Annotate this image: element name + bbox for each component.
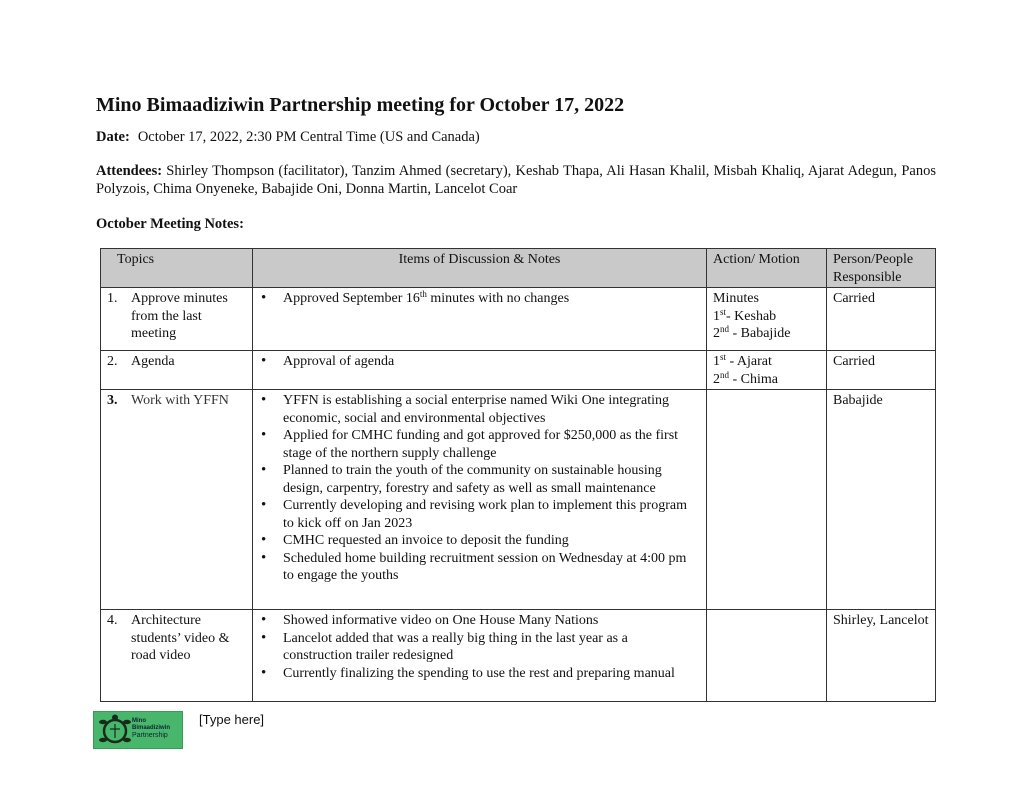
action-line (713, 325, 820, 343)
header-person: Person/People Responsible (827, 249, 936, 288)
person-cell: Shirley, Lancelot (827, 610, 936, 702)
list-item: • Applied for CMHC funding and got approved for $250,000 as the first stage of the northern supply challenge (259, 427, 700, 462)
ordinal-sup: st (720, 352, 727, 362)
logo-text (132, 718, 170, 739)
item-sup: th (419, 289, 427, 299)
action-line (713, 371, 820, 389)
ordinal-sup: st (720, 306, 727, 317)
person-cell: Babajide (827, 390, 936, 610)
topic-text: Work with YFFN (131, 393, 229, 408)
logo-text-line: Mino (132, 718, 146, 724)
date-label: Date: (96, 129, 130, 145)
meeting-date (96, 129, 480, 146)
list-item: • Currently developing and revising work plan to implement this program to kick off on Jan 2023 (259, 497, 700, 532)
person-cell: Carried (827, 351, 936, 390)
action-cell (707, 351, 827, 390)
action-line: Minutes (713, 291, 759, 306)
list-item: • Lancelot added that was a really big thing in the last year as a construction trailer redesigned (259, 630, 700, 665)
items-cell (253, 288, 707, 351)
attendees-label: Attendees: (96, 163, 163, 179)
ordinal-num: 2 (713, 371, 720, 387)
header-action: Action/ Motion (707, 249, 827, 288)
document-title: Mino Bimaadiziwin Partnership meeting for October 17, 2022 (96, 94, 625, 116)
list-item: • CMHC requested an invoice to deposit the funding (259, 532, 700, 550)
topic-number: 2. (107, 354, 118, 369)
action-cell (707, 288, 827, 351)
table-row (101, 390, 936, 610)
list-item (259, 290, 700, 308)
partnership-logo (93, 711, 183, 749)
header-topics (101, 249, 253, 288)
person-cell: Carried (827, 288, 936, 351)
footer-placeholder[interactable]: [Type here] (199, 712, 265, 727)
table-row (101, 351, 936, 390)
items-cell (253, 610, 707, 702)
seconder-name: - Babajide (729, 326, 791, 341)
topic-number: 4. (107, 613, 118, 628)
mover-name: - Ajarat (726, 354, 772, 369)
list-item: • Approval of agenda (259, 353, 700, 371)
list-item: • Scheduled home building recruitment session on Wednesday at 4:00 pm to engage the youths (259, 550, 700, 585)
table-header-row (101, 249, 936, 288)
logo-text-line: Bimaadiziwin (132, 725, 171, 731)
topic-cell (101, 610, 253, 702)
action-line (713, 353, 820, 371)
logo-text-line: Partnership (132, 732, 168, 739)
action-line (713, 308, 820, 326)
items-cell (253, 351, 707, 390)
table-row (101, 610, 936, 702)
action-cell (707, 390, 827, 610)
topic-cell (101, 351, 253, 390)
topic-number: 3. (107, 393, 118, 408)
header-topics-label: Topics (117, 252, 155, 267)
ordinal-num: 2 (713, 326, 720, 341)
list-item: • Planned to train the youth of the community on sustainable housing design, carpentry, forestry and safety as well as small maintenance (259, 462, 700, 497)
ordinal-sup: nd (720, 369, 729, 380)
header-items: Items of Discussion & Notes (253, 249, 707, 288)
list-item: • YFFN is establishing a social enterprise named Wiki One integrating economic, social and environmental objectives (259, 392, 700, 427)
item-text-end: minutes with no changes (426, 291, 570, 306)
date-value: October 17, 2022, 2:30 PM Central Time (US and Canada) (137, 129, 480, 145)
list-item: • Currently finalizing the spending to use the rest and preparing manual (259, 665, 700, 683)
action-cell (707, 610, 827, 702)
turtle-icon (98, 714, 132, 746)
topic-cell (101, 390, 253, 610)
footer (93, 711, 264, 749)
ordinal-sup: nd (720, 324, 729, 334)
topic-text: Agenda (131, 354, 175, 369)
topic-text: Architecture students’ video & road video (131, 613, 230, 663)
item-text: Approved September 16 (283, 291, 420, 306)
topic-text: Approve minutes from the last meeting (131, 291, 228, 341)
table-row (101, 288, 936, 351)
mover-name: - Keshab (726, 308, 777, 324)
notes-heading: October Meeting Notes: (96, 216, 244, 232)
topic-number: 1. (107, 291, 118, 306)
items-cell (253, 390, 707, 610)
seconder-name: - Chima (729, 371, 778, 387)
ordinal-num: 1 (713, 354, 720, 369)
list-item: • Showed informative video on One House Many Nations (259, 612, 700, 630)
topic-cell (101, 288, 253, 351)
ordinal-num: 1 (713, 308, 720, 324)
meeting-notes-table (100, 248, 936, 702)
attendees (96, 162, 936, 198)
attendees-value: Shirley Thompson (facilitator), Tanzim Ahmed (secretary), Keshab Thapa, Ali Hasan Khalil, Misbah Khaliq, Ajarat Adegun, Panos Polyzois, Chima Onyeneke, Babajide Oni, Donna Martin, Lancelot Coar (96, 163, 936, 197)
